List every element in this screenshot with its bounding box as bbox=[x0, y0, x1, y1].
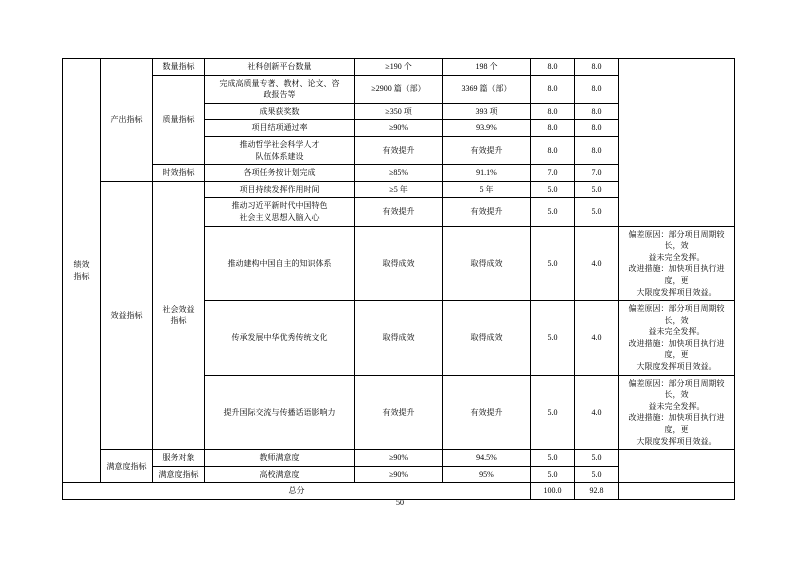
subsection-label-line1: 社会效益 bbox=[162, 304, 195, 314]
indicator-name: 传承发展中华优秀传统文化 bbox=[205, 301, 355, 376]
indicator-name: 项目结项通过率 bbox=[205, 120, 355, 137]
indicator-name-line2: 队伍体系建设 bbox=[255, 151, 304, 161]
analysis-line3: 改进措施：加快项目执行进度，更 bbox=[628, 264, 725, 285]
indicator-actual: 94.5% bbox=[443, 450, 531, 467]
group-label-line1: 绩效 bbox=[73, 260, 90, 270]
score-obtained: 8.0 bbox=[575, 103, 619, 120]
total-score-obtained: 92.8 bbox=[575, 483, 619, 500]
indicator-name-line2: 政报告等 bbox=[263, 90, 296, 100]
indicator-target: 取得成效 bbox=[355, 301, 443, 376]
score-obtained: 5.0 bbox=[575, 198, 619, 226]
indicator-actual: 有效提升 bbox=[443, 136, 531, 164]
indicator-target: ≥2900 篇（部） bbox=[355, 75, 443, 103]
indicator-name: 推动建构中国自主的知识体系 bbox=[205, 226, 355, 301]
indicator-actual: 有效提升 bbox=[443, 375, 531, 450]
performance-indicator-table bbox=[62, 58, 735, 500]
subsection-social-benefit-cell bbox=[153, 181, 205, 449]
score-total: 7.0 bbox=[531, 165, 575, 182]
score-total: 5.0 bbox=[531, 466, 575, 483]
section-satisfaction-cell: 满意度指标 bbox=[101, 450, 153, 483]
indicator-name: 提升国际交流与传播话语影响力 bbox=[205, 375, 355, 450]
table-row bbox=[63, 59, 735, 76]
indicator-actual: 95% bbox=[443, 466, 531, 483]
indicator-target: ≥350 项 bbox=[355, 103, 443, 120]
analysis-line3: 改进措施：加快项目执行进度，更 bbox=[628, 338, 725, 360]
indicator-name: 各项任务按计划完成 bbox=[205, 165, 355, 182]
score-total: 5.0 bbox=[531, 301, 575, 376]
indicator-target: 有效提升 bbox=[355, 136, 443, 164]
analysis-line1: 偏差原因：部分项目周期较长，效 bbox=[628, 229, 725, 251]
indicator-name bbox=[205, 75, 355, 103]
section-benefit-cell: 效益指标 bbox=[101, 181, 153, 449]
table-row bbox=[63, 450, 735, 467]
indicator-name-line1: 完成高质量专著、教材、论文、咨 bbox=[219, 78, 340, 88]
analysis-line2: 益未完全发挥。 bbox=[648, 327, 705, 337]
indicator-actual: 5 年 bbox=[443, 181, 531, 198]
indicator-name: 高校满意度 bbox=[205, 466, 355, 483]
total-analysis-empty bbox=[619, 483, 735, 500]
score-obtained: 8.0 bbox=[575, 59, 619, 76]
group-label-line2: 指标 bbox=[73, 271, 90, 281]
score-total: 8.0 bbox=[531, 75, 575, 103]
indicator-actual: 198 个 bbox=[443, 59, 531, 76]
analysis-line4: 大限度发挥项目效益。 bbox=[636, 436, 717, 446]
analysis-text bbox=[619, 301, 735, 376]
total-score-total: 100.0 bbox=[531, 483, 575, 500]
section-output-cell: 产出指标 bbox=[101, 59, 153, 182]
indicator-actual: 393 项 bbox=[443, 103, 531, 120]
indicator-target: 有效提升 bbox=[355, 375, 443, 450]
analysis-line3: 改进措施：加快项目执行进度，更 bbox=[628, 413, 725, 435]
score-total: 8.0 bbox=[531, 103, 575, 120]
score-obtained: 4.0 bbox=[575, 301, 619, 376]
subsection-service-object-cell: 服务对象 bbox=[153, 450, 205, 467]
analysis-empty-cell bbox=[619, 450, 735, 483]
analysis-line2: 益未完全发挥。 bbox=[648, 252, 705, 262]
page-number: 50 bbox=[396, 498, 404, 507]
subsection-quantity-cell: 数量指标 bbox=[153, 59, 205, 76]
subsection-timeliness-cell: 时效指标 bbox=[153, 165, 205, 182]
analysis-line4: 大限度发挥项目效益。 bbox=[636, 287, 717, 297]
score-obtained: 8.0 bbox=[575, 75, 619, 103]
score-obtained: 8.0 bbox=[575, 120, 619, 137]
score-obtained: 5.0 bbox=[575, 450, 619, 467]
indicator-actual: 91.1% bbox=[443, 165, 531, 182]
score-obtained: 4.0 bbox=[575, 226, 619, 301]
subsection-label-line2: 指标 bbox=[170, 316, 187, 326]
score-total: 5.0 bbox=[531, 450, 575, 467]
indicator-target: ≥90% bbox=[355, 120, 443, 137]
score-total: 5.0 bbox=[531, 226, 575, 301]
subsection-quality-cell: 质量指标 bbox=[153, 75, 205, 165]
indicator-target: ≥190 个 bbox=[355, 59, 443, 76]
analysis-text bbox=[619, 375, 735, 450]
analysis-line1: 偏差原因：部分项目周期较长，效 bbox=[628, 304, 725, 325]
indicator-target: 有效提升 bbox=[355, 198, 443, 226]
analysis-text bbox=[619, 226, 735, 301]
indicator-name-line1: 推动哲学社会科学人才 bbox=[239, 139, 320, 149]
table-total-row bbox=[63, 483, 735, 500]
subsection-satisfaction-cell: 满意度指标 bbox=[153, 466, 205, 483]
indicator-name-line1: 推动习近平新时代中国特色 bbox=[231, 201, 328, 211]
indicator-name bbox=[205, 198, 355, 226]
indicator-name-line2: 社会主义思想入脑入心 bbox=[239, 212, 320, 222]
indicator-target: ≥90% bbox=[355, 450, 443, 467]
indicator-name: 教师满意度 bbox=[205, 450, 355, 467]
indicator-name bbox=[205, 136, 355, 164]
indicator-actual: 取得成效 bbox=[443, 226, 531, 301]
score-total: 5.0 bbox=[531, 375, 575, 450]
indicator-actual: 有效提升 bbox=[443, 198, 531, 226]
score-obtained: 4.0 bbox=[575, 375, 619, 450]
analysis-line1: 偏差原因：部分项目周期较长，效 bbox=[628, 378, 725, 400]
indicator-actual: 93.9% bbox=[443, 120, 531, 137]
score-obtained: 5.0 bbox=[575, 181, 619, 198]
indicator-name: 社科创新平台数量 bbox=[205, 59, 355, 76]
analysis-empty-cell bbox=[619, 59, 735, 227]
indicator-target: ≥85% bbox=[355, 165, 443, 182]
score-total: 8.0 bbox=[531, 120, 575, 137]
indicator-actual: 3369 篇（部） bbox=[443, 75, 531, 103]
indicator-name: 成果获奖数 bbox=[205, 103, 355, 120]
indicator-target: ≥90% bbox=[355, 466, 443, 483]
score-total: 8.0 bbox=[531, 136, 575, 164]
score-obtained: 8.0 bbox=[575, 136, 619, 164]
score-total: 5.0 bbox=[531, 181, 575, 198]
total-label: 总分 bbox=[63, 483, 531, 500]
indicator-actual: 取得成效 bbox=[443, 301, 531, 376]
score-obtained: 7.0 bbox=[575, 165, 619, 182]
score-total: 8.0 bbox=[531, 59, 575, 76]
analysis-line2: 益未完全发挥。 bbox=[648, 401, 705, 411]
score-total: 5.0 bbox=[531, 198, 575, 226]
indicator-name: 项目持续发挥作用时间 bbox=[205, 181, 355, 198]
indicator-target: 取得成效 bbox=[355, 226, 443, 301]
performance-table-container bbox=[62, 58, 734, 500]
score-obtained: 5.0 bbox=[575, 466, 619, 483]
analysis-line4: 大限度发挥项目效益。 bbox=[636, 362, 717, 372]
group-label-cell bbox=[63, 59, 101, 483]
indicator-target: ≥5 年 bbox=[355, 181, 443, 198]
